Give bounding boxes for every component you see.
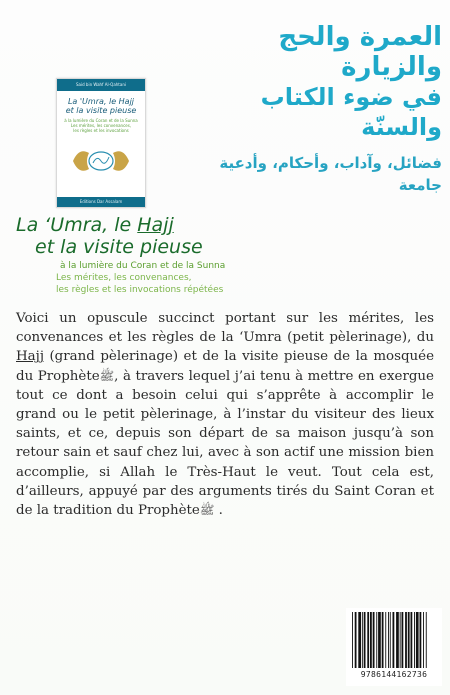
thumbnail-title-line1: La 'Umra, le Hajj — [67, 97, 135, 106]
french-title-hajj: Hajj — [137, 214, 174, 236]
thumbnail-sub2: Les mérites, les convenances, — [70, 123, 132, 128]
arabic-title-block — [192, 22, 442, 196]
barcode-number: 9786144162736 — [360, 670, 428, 679]
calligraphy-ornament-icon — [71, 143, 131, 179]
honorific-icon: ﷺ — [99, 368, 115, 383]
thumbnail-title — [57, 97, 145, 115]
summary-part1: Voici un opuscule succinct portant sur les mérites, les convenances et les règles de la ‘Umra (petit pèlerinage), du — [16, 311, 434, 346]
back-cover-summary — [16, 309, 434, 520]
french-title-line2: et la visite pieuse — [35, 236, 203, 258]
arabic-title-line1: العمرة والحج والزيارة — [278, 22, 442, 82]
summary-part3: , à travers lequel j’ai tenu à mettre en exergue tout ce dont a besoin celui qui s’apprête à accomplir le grand ou le petit pèlerinage, à l’instar du visiteur des lieux saints, et ce, depuis son départ de sa maison jusqu’à son retour sain et sauf chez lui, avec à son actif une mission bien accomplie, si Allah le Très-Haut le veut. Tout cela est, d’ailleurs, appuyé par des arguments tirés du Saint Coran et de la tradition du Prophète — [16, 368, 434, 519]
summary-hajj: Hajj — [16, 349, 44, 365]
thumbnail-sub3: les règles et les invocations — [73, 128, 129, 133]
arabic-subtitle: فضائل، وآداب، وأحكام، وأدعية جامعة — [219, 154, 442, 194]
french-subtitle1: à la lumière du Coran et de la Sunna — [60, 261, 226, 271]
french-title-line1 — [16, 214, 266, 236]
isbn-barcode — [346, 608, 442, 686]
french-title-pre: La ‘Umra, le — [16, 214, 138, 236]
thumbnail-sub1: à la lumière du Coran et de la Sunna — [64, 118, 138, 123]
thumbnail-publisher: Editions Dar Assalam — [57, 197, 145, 207]
front-cover-thumbnail — [56, 78, 146, 208]
french-title-block — [16, 214, 266, 296]
arabic-title-line2: في ضوء الكتاب والسنّة — [260, 83, 442, 141]
summary-part2: (grand pèlerinage) et de la visite pieuse de la mosquée du Prophète — [16, 349, 434, 384]
french-subtitle3: les règles et les invocations répétées — [56, 285, 224, 295]
thumbnail-author: Said bin Wahf Al-Qahtani — [57, 79, 145, 91]
thumbnail-subtitle — [57, 118, 145, 133]
thumbnail-title-line2: et la visite pieuse — [65, 106, 137, 115]
honorific-icon: ﷺ — [199, 503, 215, 518]
summary-part4: . — [214, 503, 223, 519]
french-subtitle2: Les mérites, les convenances, — [56, 273, 192, 283]
barcode-bars-icon — [350, 612, 440, 668]
